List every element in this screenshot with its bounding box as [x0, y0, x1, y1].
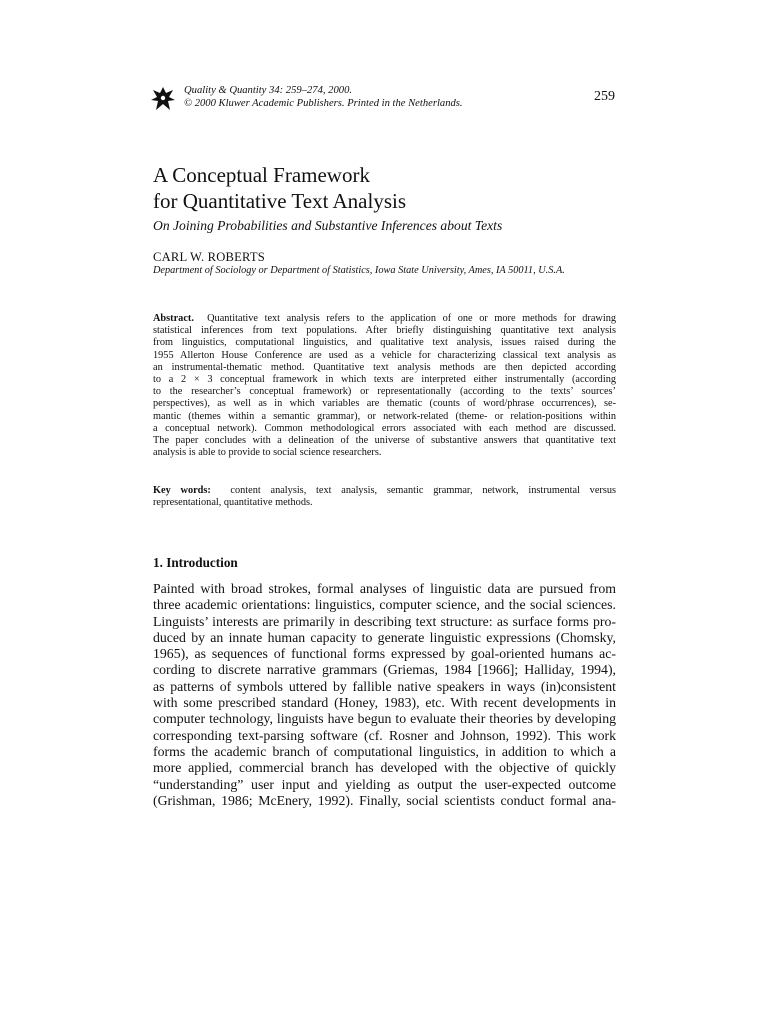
body-line: “understanding” user input and yielding as output the user-expected outcome: [153, 776, 616, 792]
article-title: [153, 162, 623, 214]
keywords: [153, 485, 616, 509]
body-line: duced by an innate human capacity to generate linguistic expressions (Chomsky,: [153, 629, 616, 645]
abstract-line: from linguistics, computational linguistics, and qualitative text analysis, issues raised during the: [153, 337, 616, 349]
abstract-line: perspectives), as well as in which variables are thematic (counts of word/phrase occurrences), se-: [153, 398, 616, 410]
body-line: Linguists’ interests are primarily in describing text structure: as surface forms pro-: [153, 613, 616, 629]
abstract-line: an instrumental-thematic method. Quantitative text analysis methods are then depicted according: [153, 361, 616, 373]
abstract-line: to the researcher’s conceptual framework) or representationally (according to the texts’ sources’: [153, 386, 616, 398]
abstract-line: Abstract. Quantitative text analysis refers to the application of one or more methods for drawing: [153, 313, 616, 324]
body-line: 1965), as sequences of functional forms expressed by goal-oriented humans ac-: [153, 646, 616, 662]
body-line: cording to discrete narrative grammars (Griemas, 1984 [1966]; Halliday, 1994),: [153, 662, 616, 678]
title-line: for Quantitative Text Analysis: [153, 189, 407, 213]
abstract-label: Abstract.: [153, 313, 194, 324]
author-name: CARL W. ROBERTS: [153, 250, 265, 264]
body-line: Painted with broad strokes, formal analyses of linguistic data are pursued from: [153, 581, 616, 596]
abstract-line: analysis is able to provide to social science researchers.: [153, 447, 382, 459]
body-line: corresponding text-parsing software (cf. Rosner and Johnson, 1992). This work: [153, 727, 616, 743]
abstract-line: mantic (themes within a semantic grammar), or network-related (theme- or relation-positions within: [153, 410, 616, 422]
copyright-notice: © 2000 Kluwer Academic Publishers. Printed in the Netherlands.: [184, 98, 463, 109]
title-line: A Conceptual Framework: [153, 163, 370, 187]
keywords-line: Key words: content analysis, text analysis, semantic grammar, network, instrumental versus: [153, 485, 616, 496]
body-line: more applied, commercial branch has developed with the objective of quickly: [153, 760, 616, 776]
keywords-label: Key words:: [153, 485, 211, 496]
body-line: with some prescribed standard (Honey, 1983), etc. With recent developments in: [153, 695, 616, 711]
body-line: as patterns of symbols uttered by fallible native speakers in ways (in)consistent: [153, 678, 616, 694]
abstract-line: statistical inferences from text populations. After briefly distinguishing quantitative text analysis: [153, 325, 616, 337]
abstract-line: 1955 Allerton House Conference are used as a vehicle for characterizing classical text analysis as: [153, 349, 616, 361]
keywords-line: representational, quantitative methods.: [153, 497, 313, 509]
body-line: (Grishman, 1986; McEnery, 1992). Finally, social scientists conduct formal ana-: [153, 792, 616, 808]
journal-citation: Quality & Quantity 34: 259–274, 2000.: [184, 85, 353, 96]
article-subtitle: On Joining Probabilities and Substantive Inferences about Texts: [153, 218, 503, 233]
abstract-line: a conceptual network). Common methodological errors associated with each method are discussed.: [153, 422, 616, 434]
abstract-line: to a 2 × 3 conceptual framework in which texts are interpreted either instrumentally (according: [153, 373, 616, 385]
abstract: [153, 313, 616, 459]
body-line: computer technology, linguists have begun to evaluate their theories by developing: [153, 711, 616, 727]
body-line: forms the academic branch of computational linguistics, in addition to which a: [153, 743, 616, 759]
abstract-line: The paper concludes with a delineation of the universe of substantive answers that quantitative text: [153, 434, 616, 446]
section-heading: 1. Introduction: [153, 555, 238, 570]
body-line: three academic orientations: linguistics, computer science, and the social sciences.: [153, 597, 616, 613]
body-paragraph: [153, 581, 616, 809]
publisher-logo-icon: [151, 86, 175, 112]
page-number: 259: [594, 89, 615, 104]
author-affiliation: Department of Sociology or Department of Statistics, Iowa State University, Ames, IA 50011, U.S.A.: [153, 265, 565, 276]
